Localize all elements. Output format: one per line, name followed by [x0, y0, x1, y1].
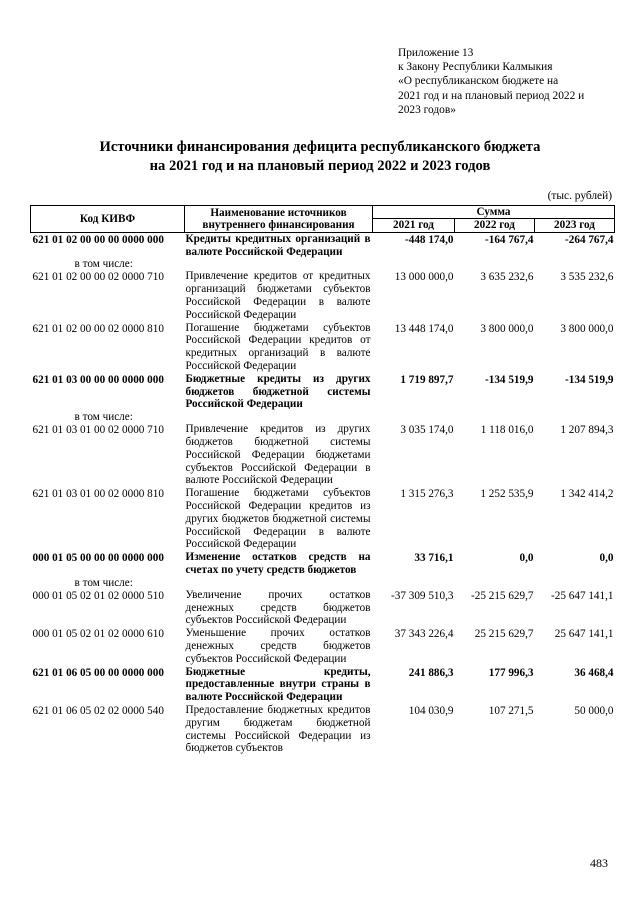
- table-note-row: [31, 411, 615, 423]
- title-line-2: на 2021 год и на плановый период 2022 и 2023 годов: [149, 158, 491, 174]
- table-body: [31, 232, 615, 755]
- note-text: в том числе:: [74, 576, 133, 589]
- table-row: [31, 487, 615, 551]
- title-line-1: Источники финансирования дефицита республиканского бюджета: [99, 139, 541, 155]
- cell-name: Уменьшение прочих остатков денежных средств бюджетов субъектов Российской Федерации: [185, 627, 371, 665]
- appendix-line: к Закону Республики Калмыкия: [398, 61, 553, 74]
- cell-2021: -448 174,0: [405, 233, 454, 246]
- cell-2022: -164 767,4: [485, 233, 534, 246]
- note-text: в том числе:: [74, 258, 133, 271]
- cell-2021: 13 448 174,0: [394, 322, 454, 335]
- cell-name: Привлечение кредитов от кредитных организаций бюджетами субъектов Российской Федерации в валюте Российской Федерации: [185, 270, 371, 321]
- cell-2022: 3 635 232,6: [480, 271, 534, 284]
- cell-2021: 104 030,9: [408, 704, 454, 717]
- cell-2023: 1 207 894,3: [560, 424, 614, 437]
- cell-2022: 107 271,5: [488, 704, 534, 717]
- cell-2021: 3 035 174,0: [400, 424, 454, 437]
- appendix-line: 2021 год и на плановый период 2022 и: [398, 89, 585, 102]
- cell-code: 621 01 02 00 00 00 0000 000: [32, 233, 164, 246]
- document-title: [30, 138, 610, 176]
- page-number: 483: [590, 856, 608, 870]
- cell-2023: 3 535 232,6: [560, 271, 614, 284]
- cell-name: Погашение бюджетами субъектов Российской Федерации кредитов от кредитных организаций в валюте Российской Федерации: [185, 321, 371, 372]
- cell-2021: 241 886,3: [408, 666, 454, 679]
- appendix-note: [398, 46, 623, 117]
- cell-name: Изменение остатков средств на счетах по учету средств бюджетов: [185, 551, 371, 576]
- cell-name: Увеличение прочих остатков денежных средств бюджетов субъектов Российской Федерации: [185, 588, 371, 627]
- table-row: [31, 373, 615, 411]
- cell-name: Предоставление бюджетных кредитов другим бюджетам бюджетной системы Российской Федерации из бюджетов субъектов: [185, 703, 371, 755]
- cell-name: Погашение бюджетами субъектов Российской Федерации кредитов из других бюджетов бюджетной системы Российской Федерации в валюте Российской Федерации: [185, 487, 371, 551]
- cell-code: 621 01 06 05 02 02 0000 540: [32, 704, 164, 717]
- table-row: [31, 589, 615, 627]
- cell-2022: 1 118 016,0: [480, 424, 534, 437]
- cell-2022: 0,0: [519, 552, 534, 565]
- cell-code: 621 01 03 01 00 02 0000 810: [32, 488, 164, 501]
- cell-2023: 25 647 141,1: [554, 628, 614, 641]
- table-row: [31, 270, 615, 321]
- header-code: Код КИВФ: [31, 206, 185, 233]
- table-row: [31, 627, 615, 665]
- cell-2023: 0,0: [599, 552, 614, 565]
- cell-code: 621 01 03 00 00 00 0000 000: [32, 373, 164, 386]
- cell-2022: 25 215 629,7: [474, 628, 534, 641]
- cell-name: Бюджетные кредиты из других бюджетов бюджетной системы Российской Федерации: [185, 372, 371, 411]
- cell-2022: -134 519,9: [485, 373, 534, 386]
- cell-2023: 50 000,0: [574, 704, 614, 717]
- header-name: Наименование источников внутреннего финансирования: [185, 206, 373, 233]
- appendix-line: 2023 годов»: [398, 103, 456, 116]
- header-2023: 2023 год: [535, 219, 615, 232]
- table-row: [31, 551, 615, 577]
- table-note-row: [31, 577, 615, 589]
- cell-code: 621 01 03 01 00 02 0000 710: [32, 424, 164, 437]
- table-row: [31, 704, 615, 755]
- cell-2021: 1 719 897,7: [400, 373, 454, 386]
- cell-code: 000 01 05 02 01 02 0000 510: [32, 589, 164, 602]
- cell-2023: 3 800 000,0: [560, 322, 614, 335]
- cell-2022: 177 996,3: [488, 666, 534, 679]
- cell-2022: -25 215 629,7: [471, 589, 534, 602]
- cell-2023: -134 519,9: [565, 373, 614, 386]
- cell-2022: 3 800 000,0: [480, 322, 534, 335]
- cell-2021: 33 716,1: [414, 552, 454, 565]
- header-2021: 2021 год: [373, 219, 455, 232]
- cell-code: 621 01 06 05 00 00 0000 000: [32, 666, 164, 679]
- cell-2021: 1 315 276,3: [400, 488, 454, 501]
- appendix-line: «О республиканском бюджете на: [398, 75, 559, 88]
- table-note-row: [31, 258, 615, 270]
- cell-2023: -264 767,4: [565, 233, 614, 246]
- cell-name: Привлечение кредитов из других бюджетов бюджетной системы Российской Федерации бюджетами субъектов Российской Федерации в валюте Российской Федерации: [185, 423, 371, 487]
- cell-2021: 37 343 226,4: [394, 628, 454, 641]
- cell-2021: -37 309 510,3: [391, 589, 454, 602]
- cell-2023: 36 468,4: [574, 666, 614, 679]
- units-label: (тыс. рублей): [547, 190, 612, 202]
- table-row: [31, 666, 615, 704]
- note-text: в том числе:: [74, 411, 133, 424]
- cell-code: 621 01 02 00 00 02 0000 810: [32, 322, 164, 335]
- cell-2023: 1 342 414,2: [560, 488, 614, 501]
- header-2022: 2022 год: [455, 219, 535, 232]
- cell-code: 000 01 05 02 01 02 0000 610: [32, 628, 164, 641]
- financing-sources-table: [30, 205, 615, 755]
- table-row: [31, 232, 615, 258]
- cell-2021: 13 000 000,0: [394, 271, 454, 284]
- cell-2022: 1 252 535,9: [480, 488, 534, 501]
- appendix-line: Приложение 13: [398, 47, 474, 59]
- table-row: [31, 322, 615, 373]
- cell-code: 621 01 02 00 00 02 0000 710: [32, 271, 164, 284]
- cell-name: Кредиты кредитных организаций в валюте Российской Федерации: [185, 232, 371, 258]
- cell-2023: -25 647 141,1: [551, 589, 614, 602]
- cell-name: Бюджетные кредиты, предоставленные внутри страны в валюте Российской Федерации: [185, 665, 371, 704]
- cell-code: 000 01 05 00 00 00 0000 000: [32, 552, 164, 565]
- header-sum: Сумма: [373, 206, 615, 219]
- table-row: [31, 423, 615, 487]
